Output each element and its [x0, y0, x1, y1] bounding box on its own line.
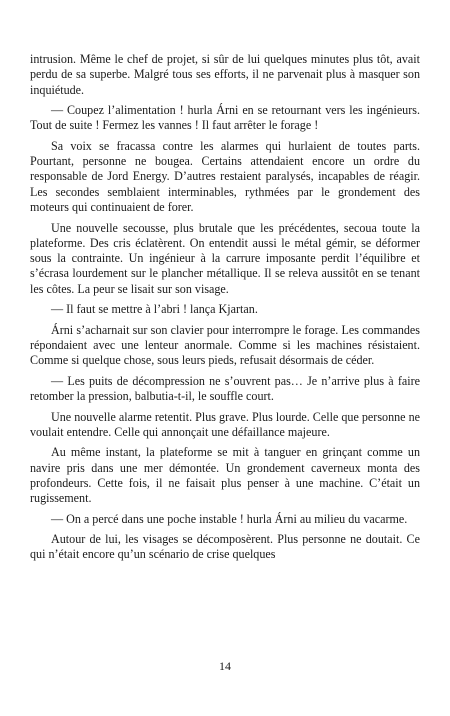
- paragraph-1: intrusion. Même le chef de projet, si sûr de lui quelques minutes plus tôt, avait perdu de sa superbe. Malgré tous ses efforts, il ne parvenait plus à masquer son inquiétude.: [30, 52, 420, 97]
- paragraph-10: — On a percé dans une poche instable ! hurla Árni au milieu du vacarme.: [51, 511, 408, 526]
- paragraph-7: — Les puits de décompression ne s’ouvrent pas… Je n’arrive plus à faire retomber la pression, balbutia-t-il, le souffle court.: [30, 373, 420, 404]
- paragraph-2: — Coupez l’alimentation ! hurla Árni en se retournant vers les ingénieurs. Tout de suite ! Fermez les vannes ! Il faut arrêter le forage !: [30, 103, 420, 133]
- paragraph-8: Une nouvelle alarme retentit. Plus grave. Plus lourde. Celle que personne ne voulait entendre. Celle qui annonçait une défaillance majeure.: [30, 409, 420, 439]
- page-number: 14: [219, 659, 231, 673]
- paragraph-9: Au même instant, la plateforme se mit à tanguer en grinçant comme un navire pris dans une mer démontée. Un grondement caverneux monta des profondeurs. Cette fois, il ne faisait plus penser à une machine. C’était un rugissement.: [30, 445, 420, 506]
- page-body: [30, 52, 420, 568]
- paragraph-5: — Il faut se mettre à l’abri ! lança Kjartan.: [51, 302, 258, 317]
- paragraph-4: Une nouvelle secousse, plus brutale que les précédentes, secoua toute la plateforme. Des cris éclatèrent. On entendit aussi le métal gémir, se déformer sous la contrainte. Un ingénieur à la carrure imposante perdit l’équilibre et s’écrasa lourdement sur le plancher métallique. Il se releva aussitôt en se tenant les côtes. La peur se lisait sur son visage.: [30, 220, 420, 296]
- paragraph-3: Sa voix se fracassa contre les alarmes qui hurlaient de toutes parts. Pourtant, personne ne bougea. Certains attendaient encore un ordre du responsable de Jord Energy. D’autres restaient paralysés, incapables de réagir. Les secondes semblaient interminables, rythmées par le grondement des moteurs qui continuaient de forer.: [30, 138, 420, 215]
- paragraph-6: Árni s’acharnait sur son clavier pour interrompre le forage. Les commandes répondaient avec une lenteur anormale. Comme si les machines résistaient. Comme si quelque chose, sous leurs pieds, refusait désormais de céder.: [30, 322, 420, 368]
- paragraph-11: Autour de lui, les visages se décomposèrent. Plus personne ne doutait. Ce qui n’était encore qu’un scénario de crise quelques: [30, 532, 420, 562]
